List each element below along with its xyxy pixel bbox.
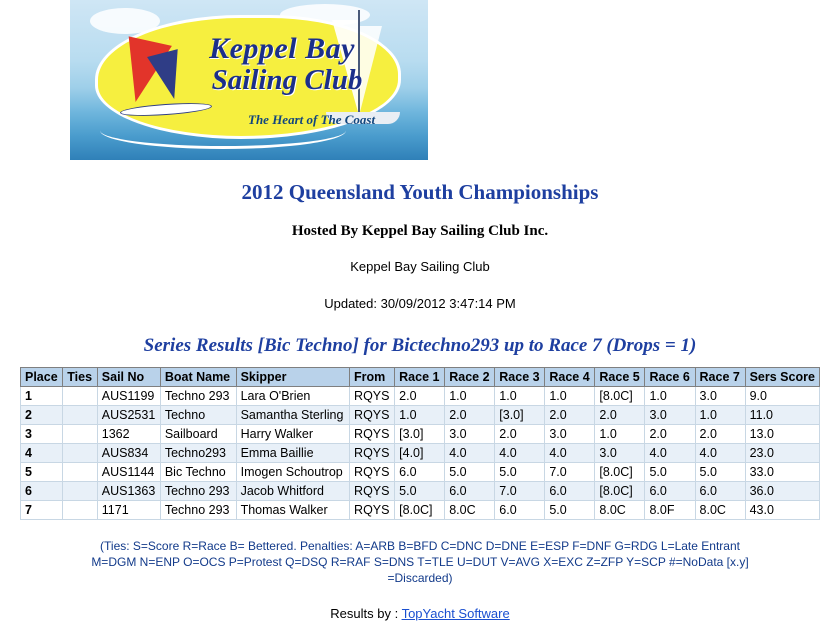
table-row bbox=[21, 482, 820, 501]
series-results-heading: Series Results [Bic Techno] for Bictechno293 up to Race 7 (Drops = 1) bbox=[143, 335, 697, 356]
table-row bbox=[21, 444, 820, 463]
cell-sail-no: AUS1144 bbox=[97, 463, 160, 482]
cell-race-3: 5.0 bbox=[495, 463, 545, 482]
legend-line-2: M=DGM N=ENP O=OCS P=Protest Q=DSQ R=RAF S=DNS T=TLE U=DUT V=AVG X=EXC Z=ZFP Y=SCP #=NoData [x.y] bbox=[91, 555, 749, 569]
cell-sers-score: 33.0 bbox=[745, 463, 819, 482]
cell-race-6: 4.0 bbox=[645, 444, 695, 463]
table-row bbox=[21, 463, 820, 482]
cell-ties bbox=[63, 387, 98, 406]
cell-sers-score: 36.0 bbox=[745, 482, 819, 501]
cell-boat-name: Techno 293 bbox=[160, 387, 236, 406]
column-header-from[interactable]: From bbox=[350, 368, 395, 387]
cell-race-3: 4.0 bbox=[495, 444, 545, 463]
cell-boat-name: Techno 293 bbox=[160, 501, 236, 520]
cell-race-3: 2.0 bbox=[495, 425, 545, 444]
cell-race-7: 2.0 bbox=[695, 425, 745, 444]
cell-ties bbox=[63, 501, 98, 520]
column-header-race-7[interactable]: Race 7 bbox=[695, 368, 745, 387]
cell-ties bbox=[63, 406, 98, 425]
cell-race-4: 4.0 bbox=[545, 444, 595, 463]
cell-from: RQYS bbox=[350, 501, 395, 520]
cell-race-4: 5.0 bbox=[545, 501, 595, 520]
cell-race-2: 3.0 bbox=[445, 425, 495, 444]
column-header-race-1[interactable]: Race 1 bbox=[395, 368, 445, 387]
cell-skipper: Imogen Schoutrop bbox=[236, 463, 349, 482]
cell-sers-score: 23.0 bbox=[745, 444, 819, 463]
cell-race-5: 3.0 bbox=[595, 444, 645, 463]
cell-sers-score: 13.0 bbox=[745, 425, 819, 444]
cell-race-7: 3.0 bbox=[695, 387, 745, 406]
cell-place: 3 bbox=[21, 425, 63, 444]
cell-race-1: [8.0C] bbox=[395, 501, 445, 520]
cell-skipper: Emma Baillie bbox=[236, 444, 349, 463]
cell-from: RQYS bbox=[350, 406, 395, 425]
results-table-container bbox=[20, 367, 820, 520]
yacht-mast-icon bbox=[358, 10, 360, 114]
cell-place: 1 bbox=[21, 387, 63, 406]
cell-from: RQYS bbox=[350, 463, 395, 482]
topyacht-software-link[interactable]: TopYacht Software bbox=[401, 606, 510, 621]
cell-race-6: 5.0 bbox=[645, 463, 695, 482]
cell-race-1: 5.0 bbox=[395, 482, 445, 501]
legend-text bbox=[50, 538, 790, 586]
cell-race-5: 8.0C bbox=[595, 501, 645, 520]
results-table bbox=[20, 367, 820, 520]
table-row bbox=[21, 425, 820, 444]
cell-race-5: 1.0 bbox=[595, 425, 645, 444]
cell-place: 5 bbox=[21, 463, 63, 482]
cell-boat-name: Techno 293 bbox=[160, 482, 236, 501]
legend-line-3: =Discarded) bbox=[387, 571, 453, 585]
column-header-race-4[interactable]: Race 4 bbox=[545, 368, 595, 387]
cell-race-6: 1.0 bbox=[645, 387, 695, 406]
column-header-race-3[interactable]: Race 3 bbox=[495, 368, 545, 387]
cloud-icon bbox=[90, 8, 160, 34]
cell-race-6: 2.0 bbox=[645, 425, 695, 444]
cell-race-4: 1.0 bbox=[545, 387, 595, 406]
cell-race-7: 4.0 bbox=[695, 444, 745, 463]
cell-place: 6 bbox=[21, 482, 63, 501]
cell-sail-no: AUS834 bbox=[97, 444, 160, 463]
cell-race-3: [3.0] bbox=[495, 406, 545, 425]
cell-sail-no: AUS2531 bbox=[97, 406, 160, 425]
cell-sers-score: 43.0 bbox=[745, 501, 819, 520]
column-header-ties[interactable]: Ties bbox=[63, 368, 98, 387]
cell-ties bbox=[63, 425, 98, 444]
cell-from: RQYS bbox=[350, 387, 395, 406]
cell-race-2: 1.0 bbox=[445, 387, 495, 406]
credit-prefix: Results by : bbox=[330, 606, 402, 621]
cell-from: RQYS bbox=[350, 444, 395, 463]
cell-ties bbox=[63, 482, 98, 501]
cell-skipper: Thomas Walker bbox=[236, 501, 349, 520]
yacht-sail-icon bbox=[332, 20, 358, 112]
cell-race-2: 5.0 bbox=[445, 463, 495, 482]
cell-boat-name: Techno293 bbox=[160, 444, 236, 463]
cell-race-1: 6.0 bbox=[395, 463, 445, 482]
cell-race-7: 6.0 bbox=[695, 482, 745, 501]
legend-line-1: (Ties: S=Score R=Race B= Bettered. Penalties: A=ARB B=BFD C=DNC D=DNE E=ESP F=DNF G=RDG L=Late Entrant bbox=[100, 539, 740, 553]
cell-sers-score: 11.0 bbox=[745, 406, 819, 425]
table-header-row bbox=[21, 368, 820, 387]
cell-race-5: [8.0C] bbox=[595, 387, 645, 406]
cell-skipper: Samantha Sterling bbox=[236, 406, 349, 425]
cell-race-5: 2.0 bbox=[595, 406, 645, 425]
column-header-race-6[interactable]: Race 6 bbox=[645, 368, 695, 387]
logo-tagline: The Heart of The Coast bbox=[248, 112, 376, 127]
cell-race-6: 8.0F bbox=[645, 501, 695, 520]
cell-boat-name: Techno bbox=[160, 406, 236, 425]
club-logo bbox=[70, 0, 428, 160]
cell-place: 4 bbox=[21, 444, 63, 463]
club-name-text: Keppel Bay Sailing Club bbox=[350, 259, 490, 274]
cell-race-1: 1.0 bbox=[395, 406, 445, 425]
cell-race-4: 7.0 bbox=[545, 463, 595, 482]
cell-boat-name: Sailboard bbox=[160, 425, 236, 444]
cell-race-2: 6.0 bbox=[445, 482, 495, 501]
cell-race-6: 3.0 bbox=[645, 406, 695, 425]
cell-ties bbox=[63, 463, 98, 482]
logo-line-1: Keppel Bay bbox=[209, 32, 355, 65]
cell-place: 7 bbox=[21, 501, 63, 520]
cell-race-4: 6.0 bbox=[545, 482, 595, 501]
cell-skipper: Jacob Whitford bbox=[236, 482, 349, 501]
column-header-boat-name[interactable]: Boat Name bbox=[160, 368, 236, 387]
column-header-sail-no[interactable]: Sail No bbox=[97, 368, 160, 387]
cell-sail-no: AUS1199 bbox=[97, 387, 160, 406]
table-row bbox=[21, 501, 820, 520]
updated-timestamp: Updated: 30/09/2012 3:47:14 PM bbox=[324, 296, 516, 311]
cell-from: RQYS bbox=[350, 482, 395, 501]
cell-race-5: [8.0C] bbox=[595, 482, 645, 501]
results-credit bbox=[0, 606, 840, 621]
logo-line-2: Sailing Club bbox=[211, 64, 363, 96]
cell-race-4: 2.0 bbox=[545, 406, 595, 425]
column-header-sers-score[interactable]: Sers Score bbox=[745, 368, 819, 387]
cell-race-3: 7.0 bbox=[495, 482, 545, 501]
cell-place: 2 bbox=[21, 406, 63, 425]
cell-skipper: Lara O'Brien bbox=[236, 387, 349, 406]
cell-sail-no: 1362 bbox=[97, 425, 160, 444]
cell-race-2: 4.0 bbox=[445, 444, 495, 463]
cell-sail-no: AUS1363 bbox=[97, 482, 160, 501]
hosted-by-text: Hosted By Keppel Bay Sailing Club Inc. bbox=[291, 223, 549, 239]
cell-race-4: 3.0 bbox=[545, 425, 595, 444]
cell-race-5: [8.0C] bbox=[595, 463, 645, 482]
cell-race-1: [3.0] bbox=[395, 425, 445, 444]
cell-race-1: 2.0 bbox=[395, 387, 445, 406]
windsurfer-sail-accent-icon bbox=[144, 47, 177, 99]
cell-from: RQYS bbox=[350, 425, 395, 444]
column-header-race-2[interactable]: Race 2 bbox=[445, 368, 495, 387]
cell-race-2: 8.0C bbox=[445, 501, 495, 520]
cell-sail-no: 1171 bbox=[97, 501, 160, 520]
cell-race-7: 1.0 bbox=[695, 406, 745, 425]
column-header-skipper[interactable]: Skipper bbox=[236, 368, 349, 387]
table-row bbox=[21, 406, 820, 425]
cell-skipper: Harry Walker bbox=[236, 425, 349, 444]
cell-race-1: [4.0] bbox=[395, 444, 445, 463]
column-header-place[interactable]: Place bbox=[21, 368, 63, 387]
cell-race-2: 2.0 bbox=[445, 406, 495, 425]
cell-sers-score: 9.0 bbox=[745, 387, 819, 406]
yacht-jib-icon bbox=[360, 26, 382, 112]
cell-race-7: 8.0C bbox=[695, 501, 745, 520]
column-header-race-5[interactable]: Race 5 bbox=[595, 368, 645, 387]
cell-boat-name: Bic Techno bbox=[160, 463, 236, 482]
cell-ties bbox=[63, 444, 98, 463]
table-row bbox=[21, 387, 820, 406]
cell-race-7: 5.0 bbox=[695, 463, 745, 482]
cell-race-3: 1.0 bbox=[495, 387, 545, 406]
page-title: 2012 Queensland Youth Championships bbox=[241, 180, 599, 204]
cell-race-6: 6.0 bbox=[645, 482, 695, 501]
cell-race-3: 6.0 bbox=[495, 501, 545, 520]
